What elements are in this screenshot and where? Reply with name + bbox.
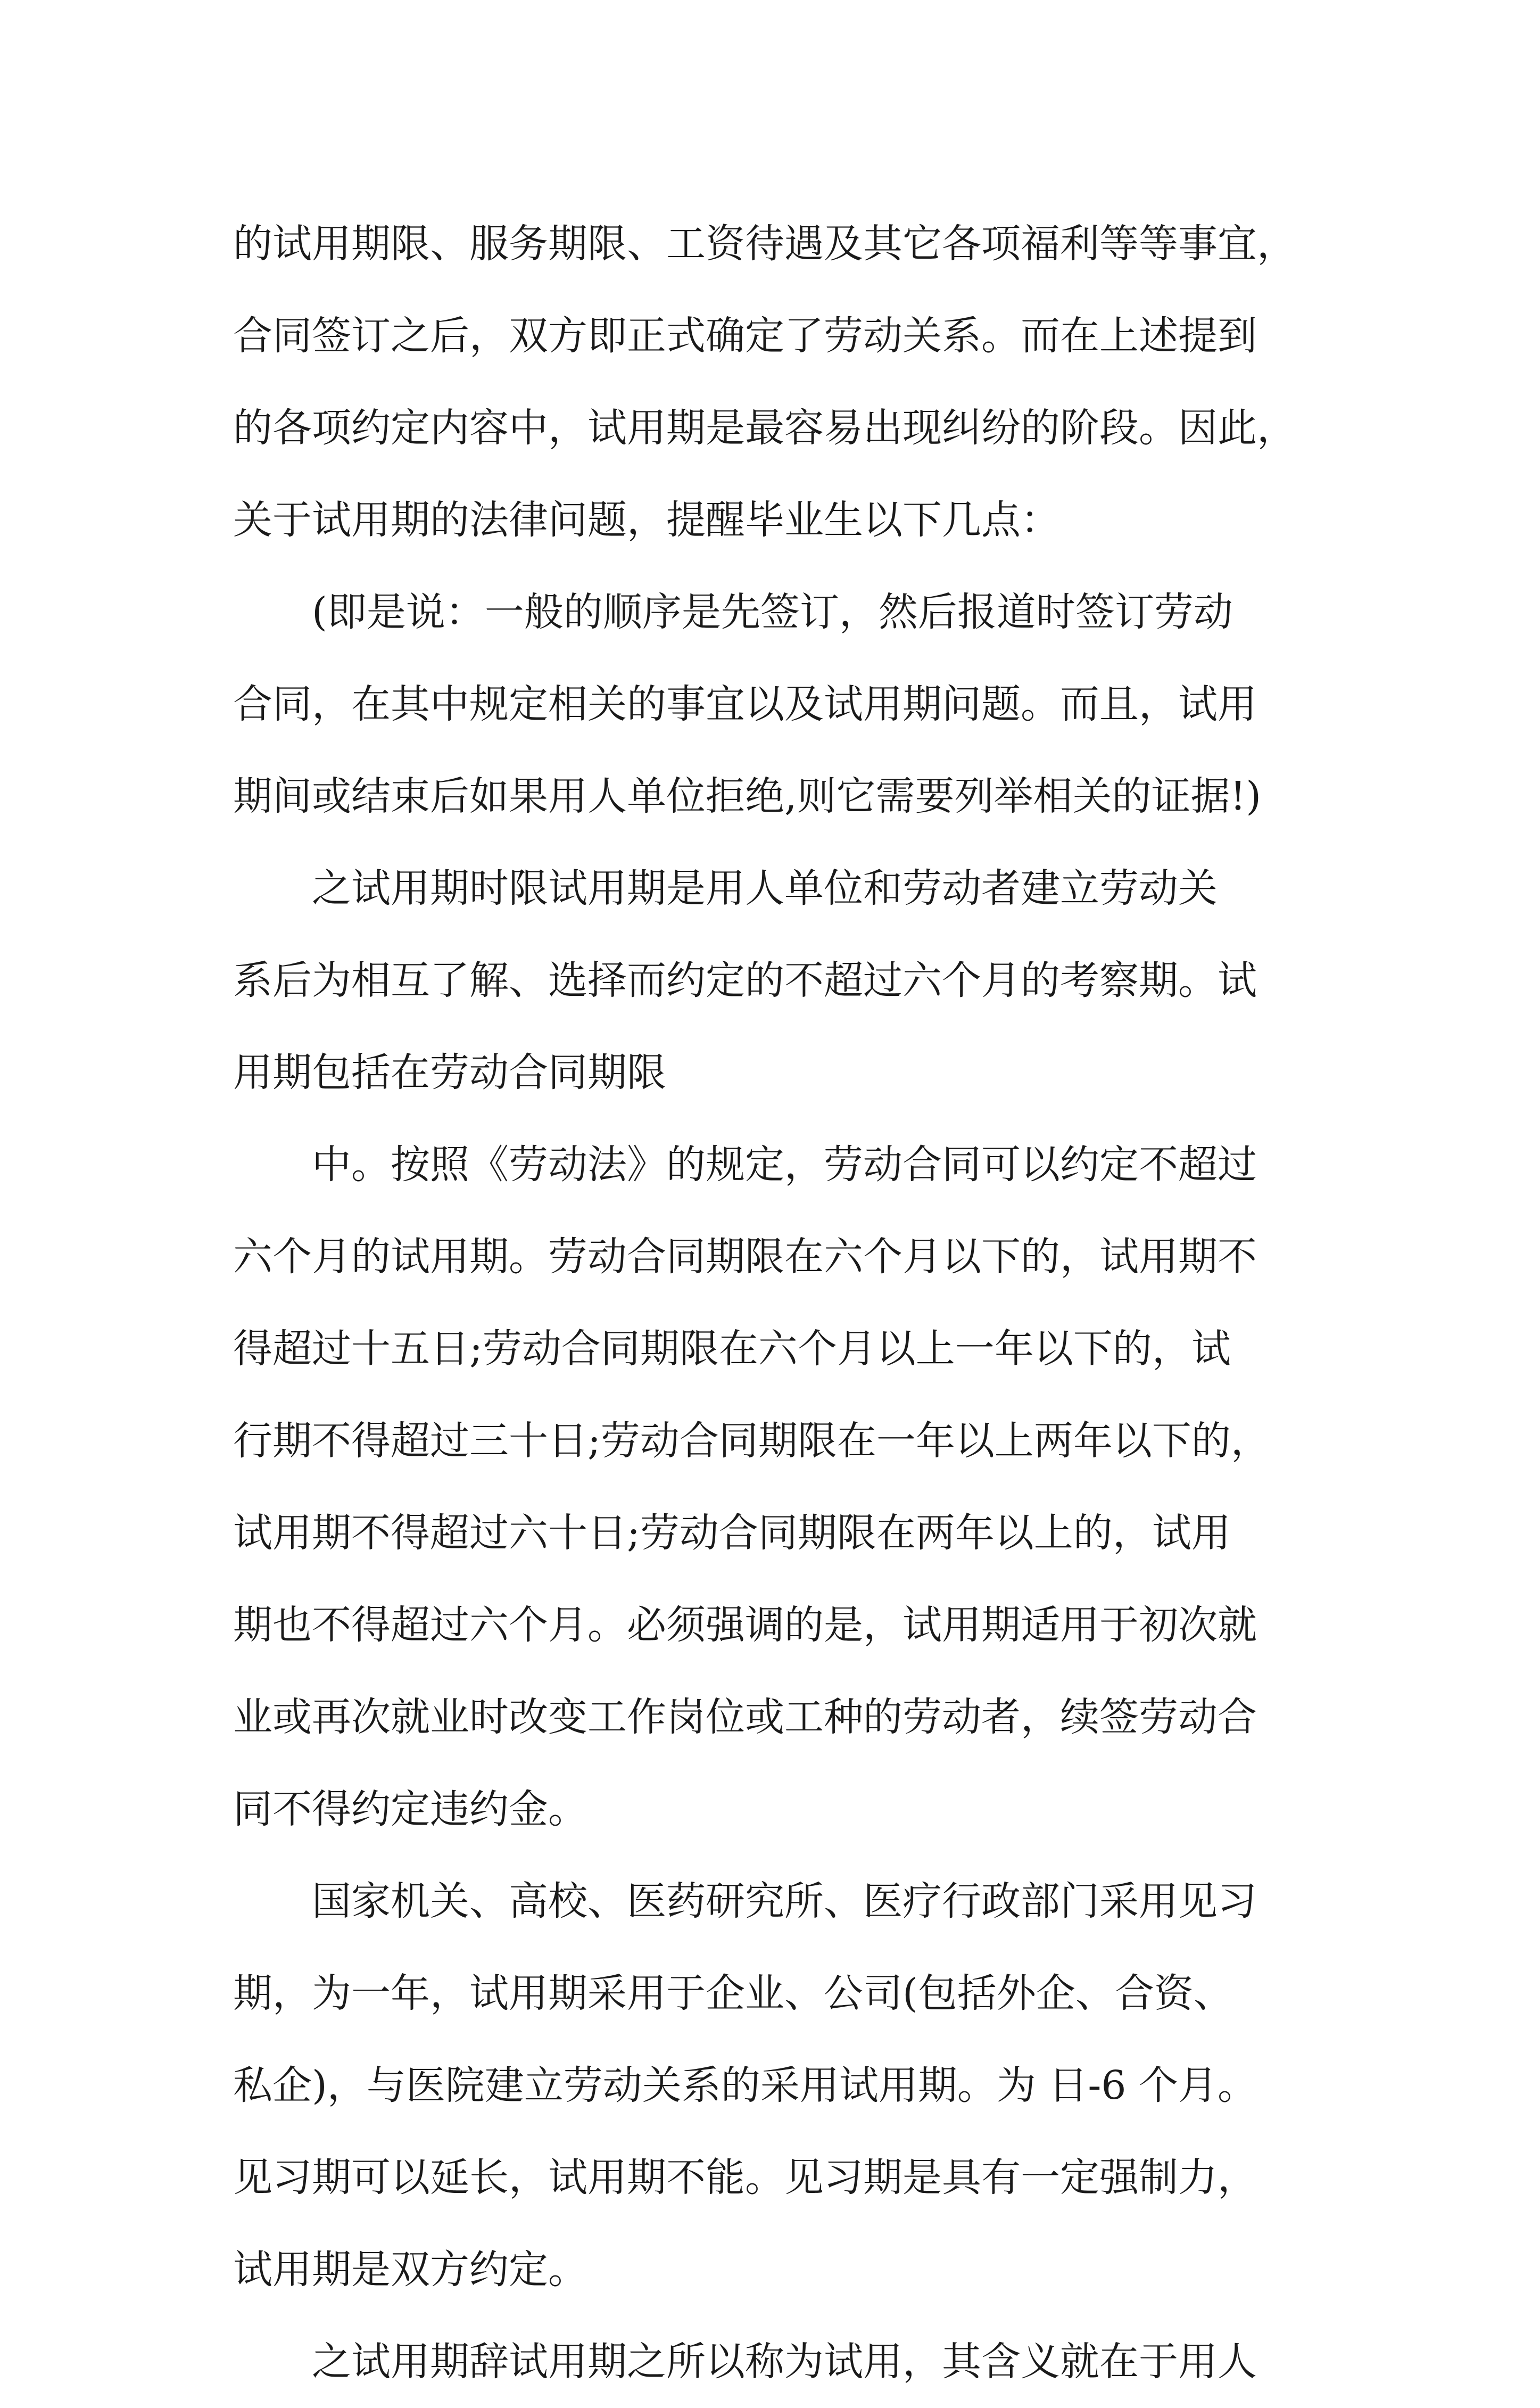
text-line: 的试用期限、服务期限、工资待遇及其它各项福利等等事宜， [233, 221, 1296, 267]
text-line: 用期包括在劳动合同期限 [233, 1050, 666, 1095]
text-line: 期间或结束后如果用人单位拒绝,则它需要列举相关的证据!) [233, 773, 1262, 819]
text-line: 合同，在其中规定相关的事宜以及试用期问题。而且，试用 [233, 681, 1257, 727]
text-line: 见习期可以延长，试用期不能。见习期是具有一定强制力， [233, 2155, 1257, 2200]
text-line: 期也不得超过六个月。必须强调的是，试用期适用于初次就 [233, 1602, 1257, 1648]
text-line: (即是说：一般的顺序是先签订，然后报道时签订劳动 [312, 589, 1233, 635]
text-line: 中。按照《劳动法》的规定，劳动合同可以约定不超过 [312, 1142, 1257, 1187]
text-line: 合同签订之后，双方即正式确定了劳动关系。而在上述提到 [233, 313, 1257, 359]
text-line: 系后为相互了解、选择而约定的不超过六个月的考察期。试 [233, 958, 1257, 1003]
text-line: 国家机关、高校、医药研究所、医疗行政部门采用见习 [312, 1878, 1257, 1924]
text-line: 之试用期时限试用期是用人单位和劳动者建立劳动关 [312, 865, 1218, 911]
text-line: 得超过十五日;劳动合同期限在六个月以上一年以下的，试 [233, 1326, 1231, 1372]
text-line: 行期不得超过三十日;劳动合同期限在一年以上两年以下的， [233, 1418, 1270, 1464]
text-line: 私企)，与医院建立劳动关系的采用试用期。为 日-6 个月。 [233, 2063, 1257, 2108]
document-body [233, 198, 1319, 2408]
text-line: 期，为一年，试用期采用于企业、公司(包括外企、合资、 [233, 1970, 1233, 2016]
text-line: 试用期不得超过六十日;劳动合同期限在两年以上的，试用 [233, 1510, 1231, 1556]
text-line: 六个月的试用期。劳动合同期限在六个月以下的，试用期不 [233, 1234, 1257, 1280]
text-line: 同不得约定违约金。 [233, 1786, 587, 1832]
text-line: 业或再次就业时改变工作岗位或工种的劳动者，续签劳动合 [233, 1694, 1257, 1740]
text-line: 试用期是双方约定。 [233, 2247, 587, 2292]
text-line: 之试用期辞试用期之所以称为试用，其含义就在于用人 [312, 2339, 1257, 2385]
text-line: 关于试用期的法律问题，提醒毕业生以下几点： [233, 497, 1060, 543]
text-line: 的各项约定内容中，试用期是最容易出现纠纷的阶段。因此， [233, 405, 1296, 451]
